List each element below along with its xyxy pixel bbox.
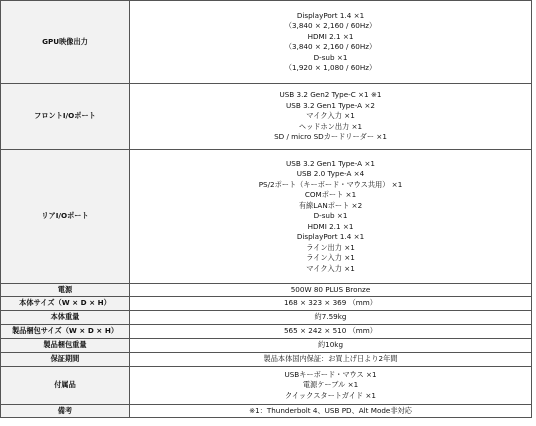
value-line: DisplayPort 1.4 ×1 xyxy=(296,10,365,20)
table-row xyxy=(1,311,532,325)
table-row xyxy=(1,405,532,418)
table-row xyxy=(1,150,532,284)
row-label-warranty: 保証期間 xyxy=(1,353,130,367)
table-row xyxy=(1,325,532,339)
row-label-package-size: 製品梱包サイズ（W × D × H） xyxy=(1,325,130,339)
row-label-front-io: フロントI/Oポート xyxy=(1,84,130,150)
row-label-gpu-output: GPU映像出力 xyxy=(1,1,130,84)
value-line: HDMI 2.1 ×1 xyxy=(307,31,354,41)
value-line: USB 3.2 Gen1 Type-A ×1 xyxy=(286,158,375,168)
row-label-power-supply: 電源 xyxy=(1,284,130,297)
value-line: （3,840 × 2,160 / 60Hz） xyxy=(284,42,377,51)
value-line: ライン出力 ×1 xyxy=(306,242,355,252)
value-line: マイク入力 ×1 xyxy=(306,263,355,273)
value-line: USB 3.2 Gen1 Type-A ×2 xyxy=(286,100,375,110)
value-line: クイックスタートガイド ×1 xyxy=(285,390,376,400)
value-line: ヘッドホン出力 ×1 xyxy=(298,121,363,131)
table-row xyxy=(1,353,532,367)
table-row xyxy=(1,367,532,405)
row-label-notes: 備考 xyxy=(1,405,130,418)
value-line: COMポート ×1 xyxy=(304,190,357,200)
value-line: （3,840 × 2,160 / 60Hz） xyxy=(284,21,377,30)
row-value-body-size: 168 × 323 × 369 （mm） xyxy=(130,297,532,311)
value-line: マイク入力 ×1 xyxy=(306,111,355,121)
table-row xyxy=(1,339,532,353)
table-row xyxy=(1,284,532,297)
row-value-front-io xyxy=(130,84,532,150)
row-value-body-weight: 約7.59kg xyxy=(130,311,532,325)
value-line: ライン入力 ×1 xyxy=(306,253,355,263)
row-value-power-supply: 500W 80 PLUS Bronze xyxy=(130,284,532,297)
row-value-package-size: 565 × 242 × 510 （mm） xyxy=(130,325,532,339)
row-value-rear-io xyxy=(130,150,532,284)
table-row xyxy=(1,84,532,150)
value-line: HDMI 2.1 ×1 xyxy=(307,221,354,231)
value-line: D-sub ×1 xyxy=(313,52,348,62)
value-line: D-sub ×1 xyxy=(313,211,348,221)
value-line: DisplayPort 1.4 ×1 xyxy=(296,232,365,242)
row-label-body-size: 本体サイズ（W × D × H） xyxy=(1,297,130,311)
row-value-notes: ※1：Thunderbolt 4、USB PD、Alt Mode非対応 xyxy=(130,405,532,418)
value-line: PS/2ポート（キーボード・マウス共用） ×1 xyxy=(258,179,403,189)
row-label-body-weight: 本体重量 xyxy=(1,311,130,325)
value-line: USBキーボード・マウス ×1 xyxy=(284,369,377,379)
row-label-package-weight: 製品梱包重量 xyxy=(1,339,130,353)
value-line: USB 2.0 Type-A ×4 xyxy=(296,169,365,179)
row-value-warranty: 製品本体国内保証：お買上げ日より2年間 xyxy=(130,353,532,367)
row-value-gpu-output xyxy=(130,1,532,84)
row-label-rear-io: リアI/Oポート xyxy=(1,150,130,284)
value-line: SD / micro SDカードリーダー ×1 xyxy=(274,132,387,142)
row-label-accessories: 付属品 xyxy=(1,367,130,405)
table-row xyxy=(1,1,532,84)
value-line: USB 3.2 Gen2 Type-C ×1 ※1 xyxy=(279,90,382,100)
value-line: 電源ケーブル ×1 xyxy=(302,380,359,390)
table-row xyxy=(1,297,532,311)
row-value-accessories xyxy=(130,367,532,405)
value-line: 有線LANポート ×2 xyxy=(298,200,363,210)
value-line: （1,920 × 1,080 / 60Hz） xyxy=(284,63,377,72)
row-value-package-weight: 約10kg xyxy=(130,339,532,353)
